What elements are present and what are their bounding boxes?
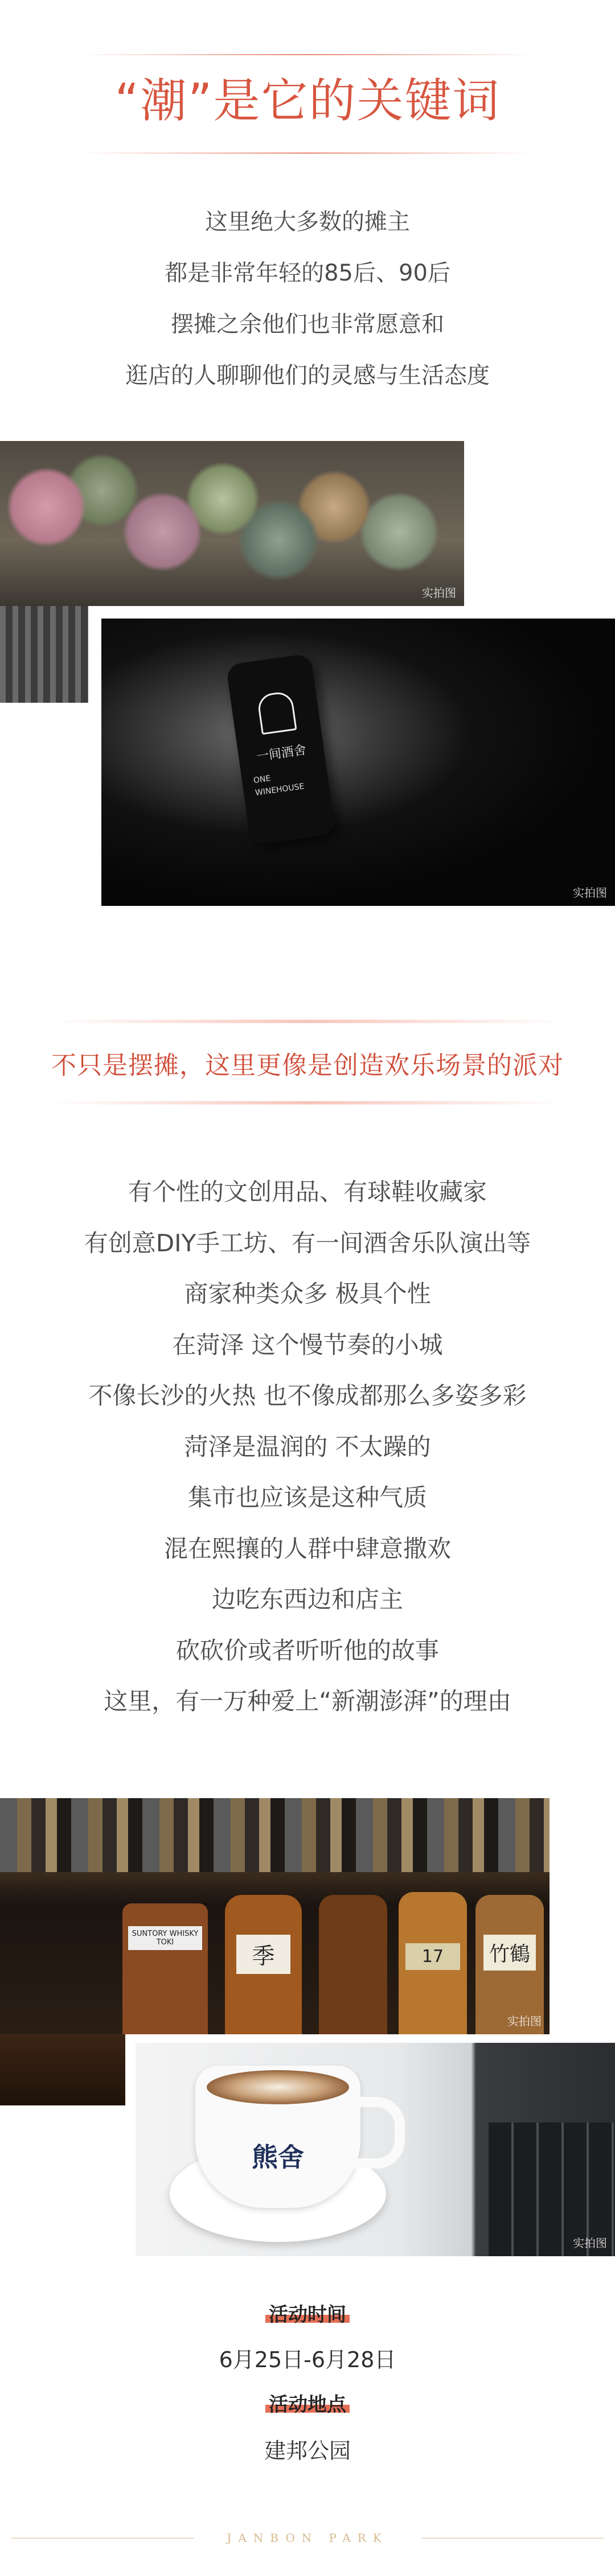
event-place-label bbox=[0, 2389, 615, 2417]
photo-tag: 实拍图 bbox=[573, 2236, 607, 2250]
succulent-photo-lower bbox=[0, 606, 88, 703]
cup-text: 熊舍 bbox=[252, 2142, 304, 2173]
text-line: 逛店的人聊聊他们的灵感与生活态度 bbox=[125, 362, 490, 389]
text-line: 边吃东西边和店主 bbox=[211, 1585, 403, 1613]
text-line: 有创意DIY手工坊、有一间酒舍乐队演出等 bbox=[84, 1229, 531, 1257]
photo-tag: 实拍图 bbox=[507, 2014, 542, 2028]
text-line: 混在熙攘的人群中肆意撒欢 bbox=[163, 1534, 451, 1563]
bottle-label: 竹鶴 bbox=[483, 1935, 536, 1971]
section1-text bbox=[0, 196, 615, 401]
text-line: 摆摊之余他们也非常愿意和 bbox=[171, 311, 444, 337]
bottle bbox=[122, 1903, 208, 2034]
title2-rule-bottom bbox=[51, 1101, 564, 1104]
logo-icon bbox=[256, 690, 297, 735]
text-line: 这里，有一万种爱上“新潮澎湃”的理由 bbox=[104, 1687, 511, 1715]
whisky-photo-lower bbox=[0, 2034, 125, 2105]
cup-handle bbox=[355, 2097, 405, 2169]
section2-text bbox=[0, 1167, 615, 1727]
event-time-label-text: 活动时间 bbox=[265, 2303, 350, 2326]
sign-photo bbox=[101, 619, 615, 906]
coffee-cup bbox=[195, 2066, 360, 2208]
bottle bbox=[399, 1892, 467, 2034]
sign-brand: 一间酒舍 bbox=[255, 743, 308, 764]
whisky-photo bbox=[0, 1798, 550, 2034]
event-place-label-text: 活动地点 bbox=[265, 2393, 350, 2416]
text-line: 不像长沙的火热 也不像成都那么多姿多彩 bbox=[88, 1382, 527, 1409]
section1-title: “潮”是它的关键词 bbox=[114, 74, 501, 128]
coffee-photo bbox=[136, 2043, 615, 2256]
title-rule-bottom bbox=[80, 153, 535, 154]
bottle-label: 季 bbox=[236, 1935, 290, 1974]
succulent-photo bbox=[0, 441, 464, 606]
latte-foam bbox=[207, 2070, 349, 2104]
bottle bbox=[319, 1895, 387, 2034]
bottle bbox=[225, 1895, 302, 2034]
photo-tag: 实拍图 bbox=[573, 886, 607, 900]
event-place-value: 建邦公园 bbox=[264, 2438, 351, 2463]
bottle-label: SUNTORY WHISKY TOKI bbox=[128, 1926, 202, 1950]
sign-line1: ONE bbox=[253, 774, 272, 786]
event-time-value: 6月25日-6月28日 bbox=[219, 2347, 396, 2372]
shelf-bottles-top bbox=[0, 1798, 550, 1872]
text-line: 在菏泽 这个慢节奏的小城 bbox=[172, 1330, 443, 1359]
text-line: 商家种类众多 极具个性 bbox=[184, 1280, 431, 1308]
photo-tag: 实拍图 bbox=[422, 586, 456, 600]
event-time-label bbox=[0, 2299, 615, 2327]
title2-rule-top bbox=[51, 1020, 564, 1023]
bottle-label: 17 bbox=[405, 1943, 460, 1970]
text-line: 菏泽是温润的 不太躁的 bbox=[184, 1432, 431, 1461]
text-line: 砍砍价或者听听他的故事 bbox=[175, 1636, 439, 1664]
footer-brand: JANBON PARK bbox=[227, 2531, 388, 2545]
section2-title: 不只是摆摊，这里更像是创造欢乐场景的派对 bbox=[51, 1051, 564, 1080]
title-rule-top bbox=[80, 54, 535, 55]
sign-plaque bbox=[226, 653, 335, 846]
text-line: 集市也应该是这种气质 bbox=[187, 1483, 427, 1511]
text-line: 都是非常年轻的85后、90后 bbox=[165, 260, 450, 286]
sign-line2: WINEHOUSE bbox=[255, 781, 305, 798]
text-line: 这里绝大多数的摊主 bbox=[205, 209, 410, 235]
text-line: 有个性的文创用品、有球鞋收藏家 bbox=[128, 1178, 487, 1206]
